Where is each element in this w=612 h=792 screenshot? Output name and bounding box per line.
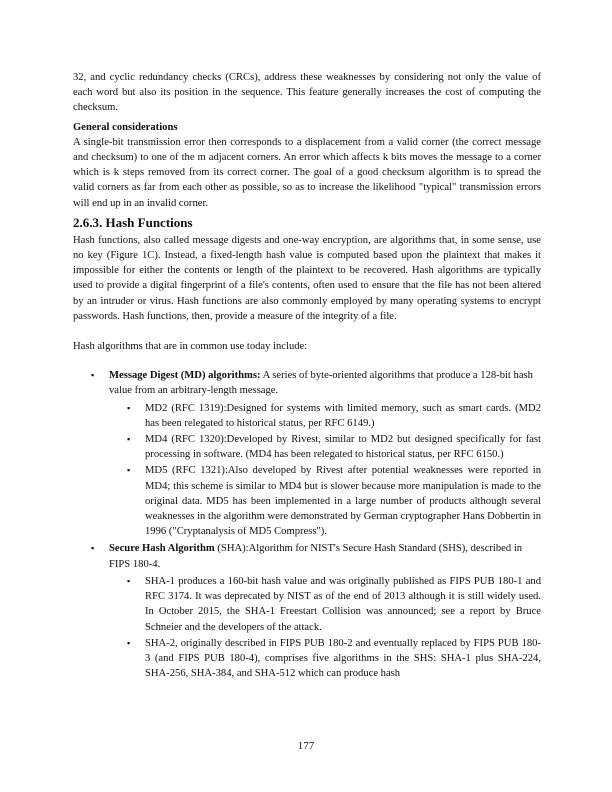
sha-description: (SHA):Algorithm for NIST's Secure Hash Standard (SHS), described in FIPS 180-4. — [109, 543, 523, 570]
list-item-md2: ▪ MD2 (RFC 1319):Designed for systems with limited memory, such as smart cards. (MD2 has been relegated to historical status, per RFC 6149.) — [145, 401, 541, 431]
list-item-md — [109, 368, 541, 539]
general-considerations-heading: General considerations — [73, 121, 178, 133]
list-item-sha — [109, 541, 541, 681]
paragraph-hash-functions: Hash functions, also called message digests and one-way encryption, are algorithms that, in some sense, use no key (Figure 1C). Instead, a fixed-length hash value is computed based upon the plaintext that makes it impossible for either the contents or length of the plaintext to be recovered. Hash algorithms are typically used to provide a digital fingerprint of a file's contents, often used to ensure that the file has not been altered by an intruder or virus. Hash functions are also commonly employed by many operating systems to encrypt passwords. Hash functions, then, provide a measure of the integrity of a file. — [73, 234, 541, 322]
hash-algorithm-list — [73, 368, 541, 681]
md-sublist — [109, 401, 541, 540]
list-item-sha1: ▪ SHA-1 produces a 160-bit hash value and was originally published as FIPS PUB 180-1 and RFC 3174. It was deprecated by NIST as of the end of 2013 although it is still widely used. In October 2015, the SHA-1 Freestart Collision was announced; see a report by Bruce Schneier and the developers of the attack. — [145, 574, 541, 635]
section-heading: 2.6.3. Hash Functions — [73, 214, 193, 230]
sha-sublist — [109, 574, 541, 681]
md-term: Message Digest (MD) algorithms: — [109, 370, 261, 382]
list-item-md5: ▪ MD5 (RFC 1321):Also developed by Rivest after potential weaknesses were reported in MD4; this scheme is similar to MD4 but is slower because more manipulation is made to the original data. MD5 has been implemented in a large number of products although several weaknesses in the algorithm were demonstrated by German cryptographer Hans Dobbertin in 1996 ("Cryptanalysis of MD5 Compress"). — [145, 463, 541, 539]
paragraph-general: A single-bit transmission error then corresponds to a displacement from a valid corner (the correct message and checksum) to one of the m adjacent corners. An error which affects k bits moves the message to a corner which is k steps removed from its correct corner. The goal of a good checksum algorithm is to spread the valid corners as far from each other as possible, so as to increase the likelihood "typical" transmission errors will end up in an invalid corner. — [73, 136, 541, 209]
page-number: 177 — [297, 740, 315, 752]
list-item-sha2: ▪ SHA-2, originally described in FIPS PUB 180-2 and eventually replaced by FIPS PUB 180-3 (and FIPS PUB 180-4), comprises five algorithms in the SHS: SHA-1 plus SHA-224, SHA-256, SHA-384, and SHA-512 which can produce hash — [145, 636, 541, 682]
paragraph-intro: Hash algorithms that are in common use today include: — [73, 341, 308, 353]
list-item-md4: ▪ MD4 (RFC 1320):Developed by Rivest, similar to MD2 but designed specifically for fast processing in software. (MD4 has been relegated to historical status, per RFC 6150.) — [145, 432, 541, 462]
paragraph-crc: 32, and cyclic redundancy checks (CRCs), address these weaknesses by considering not only the value of each word but also its position in the sequence. This feature generally increases the cost of computing the checksum. — [73, 72, 541, 114]
md-description: A series of byte-oriented algorithms that produce a 128-bit hash value from an arbitrary-length message. — [109, 370, 533, 397]
sha-term: Secure Hash Algorithm — [109, 543, 215, 555]
document-page — [73, 70, 541, 683]
